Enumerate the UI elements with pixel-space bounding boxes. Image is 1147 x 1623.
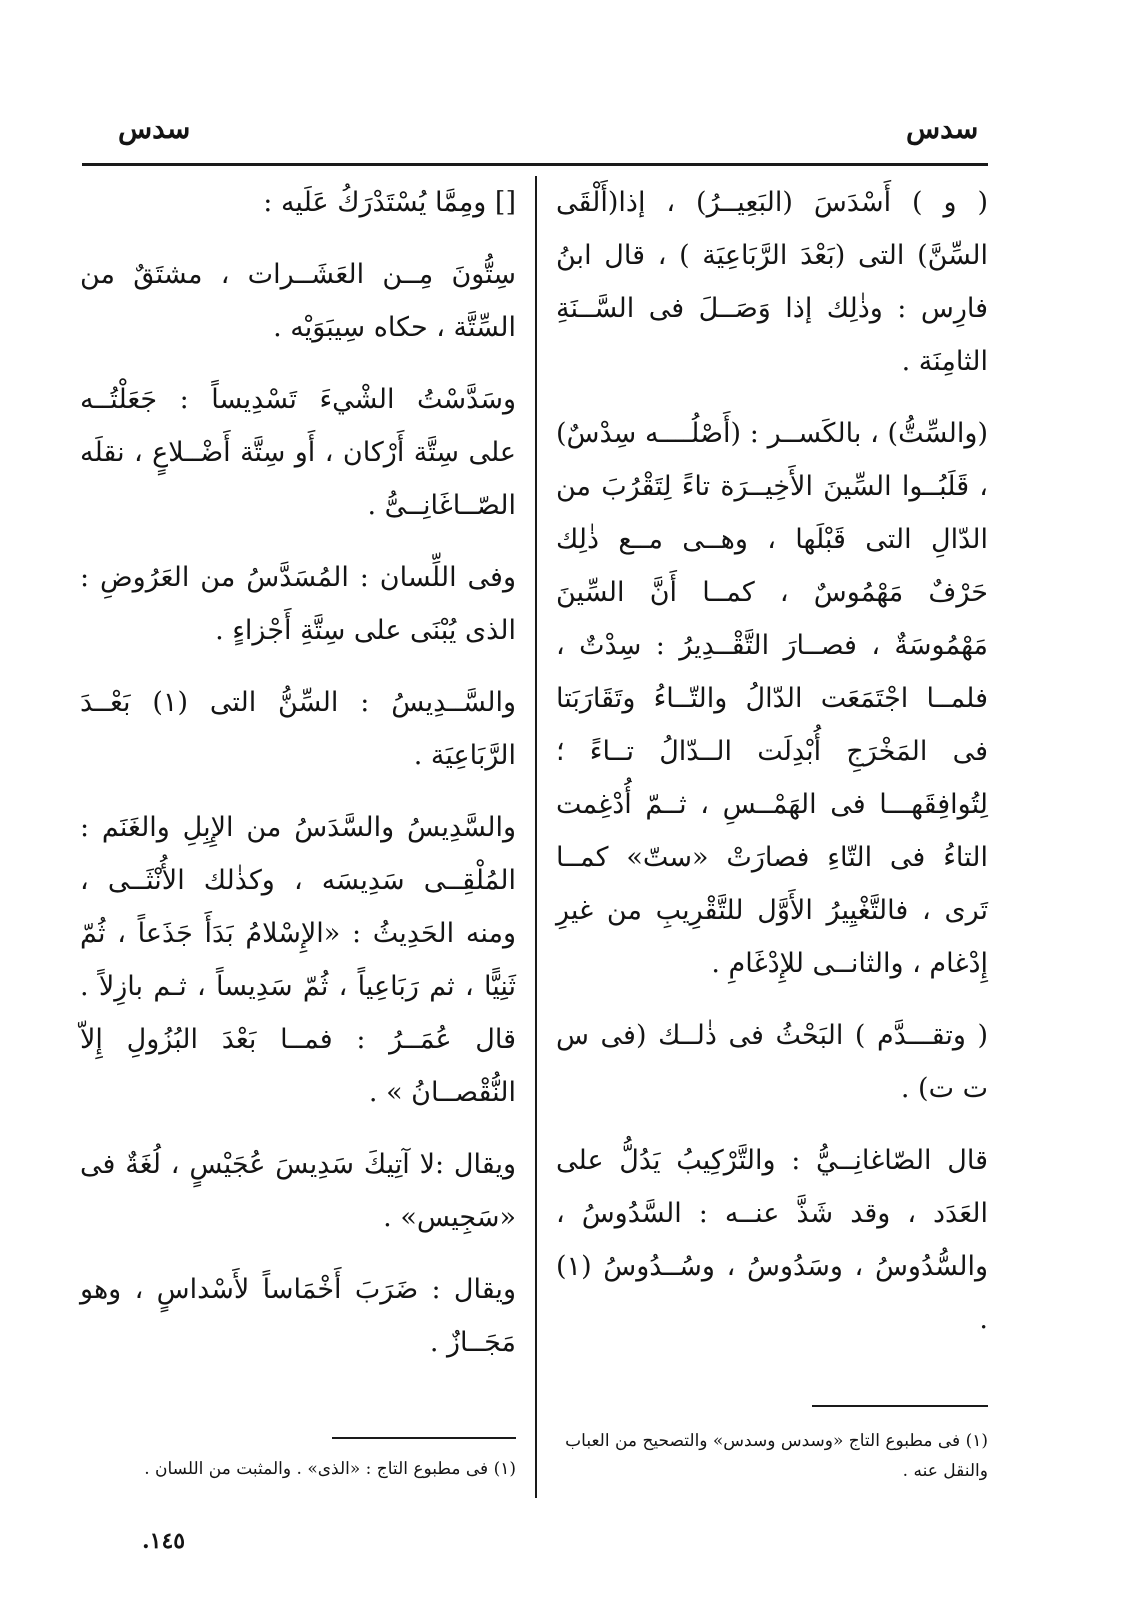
left-column <box>80 176 516 1388</box>
right-footnote-rule <box>812 1405 988 1407</box>
right-paragraph: ( وتقـــدَّم ) البَحْثُ فى ذٰلــك (فى س ت ت) . <box>556 1020 988 1104</box>
left-paragraph: سِتُّونَ مِــن العَشَــرات ، مشتَقٌ من السِّتَّة ، حكاه سِيبَوَيْه . <box>80 259 516 343</box>
header-rule <box>82 163 988 166</box>
left-paragraph: وفى اللِّسان : المُسَدَّسُ من العَرُوضِ : الذى يُبْنَى على سِتَّةِ أَجْزاءٍ . <box>80 562 516 646</box>
right-paragraph: ( و ) أَسْدَسَ (البَعِيــرُ) ، إذا(أَلْقَى السِّنَّ) التى (بَعْدَ الرَّبَاعِيَة ) ، قال ابنُ فارِس : وذٰلِك إذا وَصَــلَ فى السَّــنَةِ الثامِنَة . <box>556 187 988 377</box>
page-number: ١٤٥. <box>142 1528 186 1554</box>
right-paragraph: (والسِّتُّ) ، بالكَســر : (أَصْلُــــه سِدْسٌ) ، قَلَبُــوا السِّينَ الأَخِيــرَة تاءً لِتَقْرُبَ من الدّالِ التى قَبْلَها ، وهــى مــع ذٰلِك حَرْفٌ مَهْمُوسٌ ، كمــا أَنَّ السِّينَ مَهْمُوسَةٌ ، فصــارَ التَّقْــدِيرُ : سِدْتٌ ، فلمــا اجْتَمَعَت الدّالُ والتّــاءُ وتَقَارَبَتا فى المَخْرَجِ أُبْدِلَت الــدّالُ تــاءً ؛ لِتُوافِقَهـــا فى الهَمْــسِ ، ثــمّ أُدْغِمت التاءُ فى التّاءِ فصارَتْ «ستّ» كمــا تَرى ، فالتَّغْيِيرُ الأَوَّل للتَّقْرِيبِ من غيرِ إِدْغام ، والثانــى للإِدْغَامِ . <box>556 418 988 979</box>
column-divider <box>535 176 537 1498</box>
header-left-word: سدس <box>118 112 191 145</box>
left-paragraph: والسَّدِيسُ والسَّدَسُ من الإِبِلِ والغَنَم : المُلْقِــى سَدِيسَه ، وكذٰلك الأُنْثَــى ، ومنه الحَدِيثُ : «الإِسْلامُ بَدَأَ جَذَعاً ، ثُمّ ثَنِيًّا ، ثم رَبَاعِياً ، ثُمّ سَدِيساً ، ثـم بازِلاً . قال عُمَــرُ : فمــا بَعْدَ البُزُولِ إِلاّ النُّقْصــانُ » . <box>80 812 516 1108</box>
left-paragraph: [] ومِمَّا يُسْتَدْرَكُ عَلَيه : <box>263 187 516 218</box>
right-column <box>556 176 988 1365</box>
right-paragraph: قال الصّاغانِــيُّ : والتَّرْكِيبُ يَدُلُّ على العَدَد ، وقد شَذَّ عنــه : السَّدُوسُ ، والسُّدُوسُ ، وسَدُوسُ ، وسُــدُوسُ (١) . <box>556 1145 988 1335</box>
left-footnote: (١) فى مطبوع التاج : «الذى» . والمثبت من اللسان . <box>144 1459 516 1479</box>
header-right-word: سدس <box>906 112 979 145</box>
right-footnote: (١) فى مطبوع التاج «وسدس وسدس» والتصحيح من العباب والنقل عنه . <box>565 1431 988 1481</box>
left-paragraph: ويقال : ضَرَبَ أَخْمَاساً لأَسْداسٍ ، وهو مَجَــازٌ . <box>80 1274 516 1358</box>
left-paragraph: ويقال :لا آتِيكَ سَدِيسَ عُجَيْسٍ ، لُغَةٌ فى «سَجِيس» . <box>80 1149 516 1233</box>
left-paragraph: وسَدَّسْتُ الشْيءَ تَسْدِيساً : جَعَلْتُــه على سِتَّة أَرْكان ، أَو سِتَّة أَضْــلاعٍ ، نقلَه الصّــاغَانِــىُّ . <box>80 384 516 521</box>
left-footnote-rule <box>332 1437 516 1439</box>
left-paragraph: والسَّــدِيسُ : السِّنُّ التى (١) بَعْــدَ الرَّبَاعِيَة . <box>80 687 516 771</box>
